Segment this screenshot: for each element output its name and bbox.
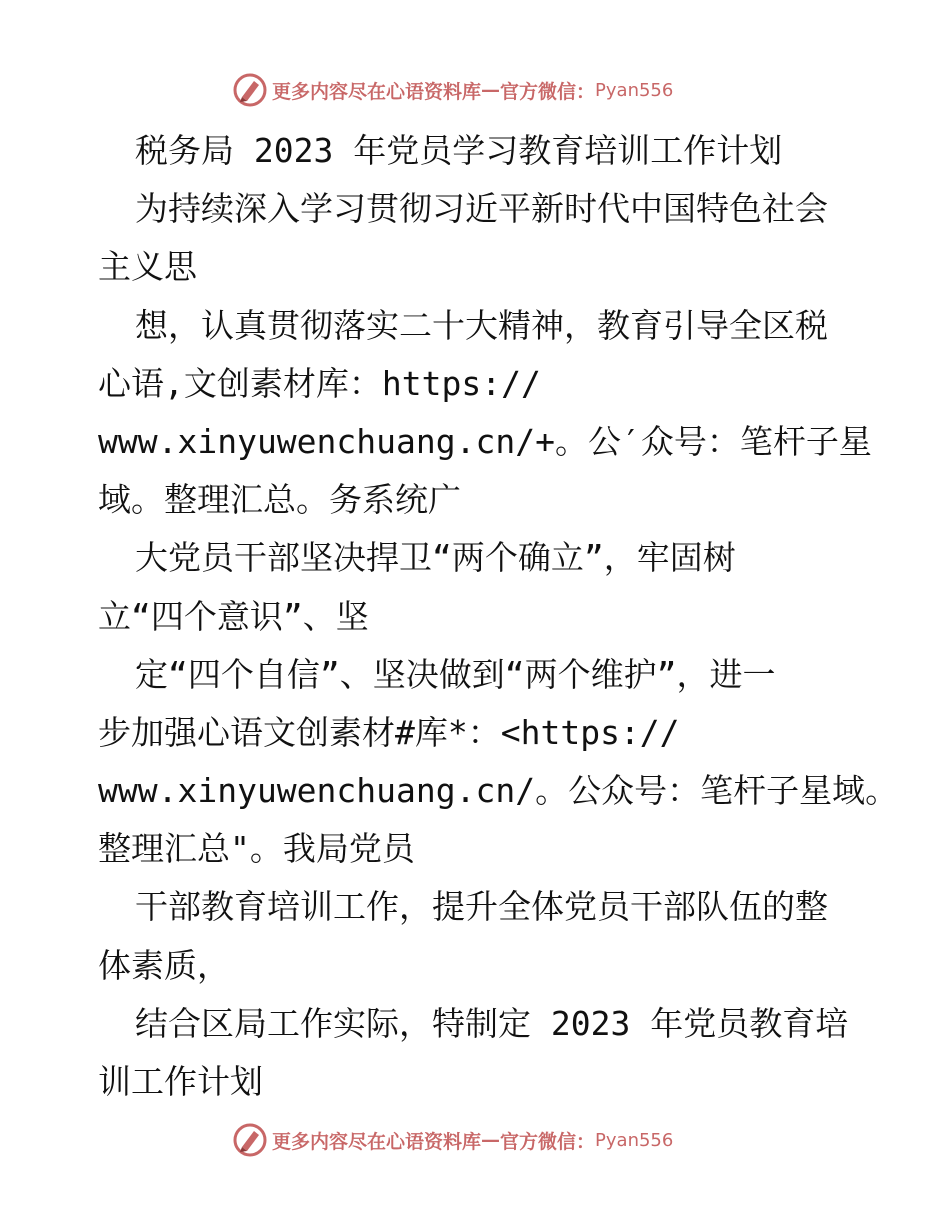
watermark-separator: — (481, 1129, 501, 1151)
paragraph-line: 为持续深入学习贯彻习近平新时代中国特色社会 (135, 189, 828, 229)
paragraph-line: 整理汇总"。我局党员 (98, 829, 415, 869)
watermark-banner-top (232, 70, 673, 110)
paragraph-line: 体素质， (98, 945, 230, 985)
paragraph-line: 步加强心语文创素材#库*：<https:// (98, 712, 680, 752)
paragraph-line: 大党员干部坚决捍卫“两个确立”，牢固树 (135, 538, 736, 578)
paragraph-line: 立“四个意识”、坚 (98, 596, 369, 636)
paragraph-line: www.xinyuwenchuang.cn/。公众号：笔杆子星域。 (98, 771, 899, 811)
watermark-text: 更多内容尽在心语资料库 (272, 80, 482, 103)
watermark-wechat-label: 官方微信： (500, 80, 596, 103)
paragraph-line: 心语,文创素材库：https:// (98, 363, 541, 403)
pen-logo-icon (232, 1122, 268, 1158)
paragraph-line: www.xinyuwenchuang.cn/+。公′众号：笔杆子星 (98, 421, 872, 461)
watermark-separator: — (481, 79, 501, 101)
watermark-wechat-id: Pyan556 (595, 1129, 674, 1151)
paragraph-line: 主义思 (98, 247, 197, 287)
watermark-wechat-id: Pyan556 (595, 79, 674, 101)
watermark-banner-bottom (232, 1120, 673, 1160)
watermark-wechat-label: 官方微信： (500, 1130, 596, 1153)
document-title: 税务局 2023 年党员学习教育培训工作计划 (135, 131, 783, 170)
watermark-text: 更多内容尽在心语资料库 (272, 1130, 482, 1153)
paragraph-line: 定“四个自信”、坚决做到“两个维护”，进一 (135, 654, 776, 694)
paragraph-line: 干部教育培训工作，提升全体党员干部队伍的整 (135, 887, 828, 927)
paragraph-line: 训工作计划 (98, 1062, 263, 1101)
paragraph-line: 想，认真贯彻落实二十大精神，教育引导全区税 (135, 305, 828, 345)
paragraph-line: 域。整理汇总。务系统广 (98, 480, 461, 520)
document-body (98, 122, 899, 1111)
paragraph-line: 结合区局工作实际，特制定 2023 年党员教育培 (135, 1003, 849, 1043)
pen-logo-icon (232, 72, 268, 108)
